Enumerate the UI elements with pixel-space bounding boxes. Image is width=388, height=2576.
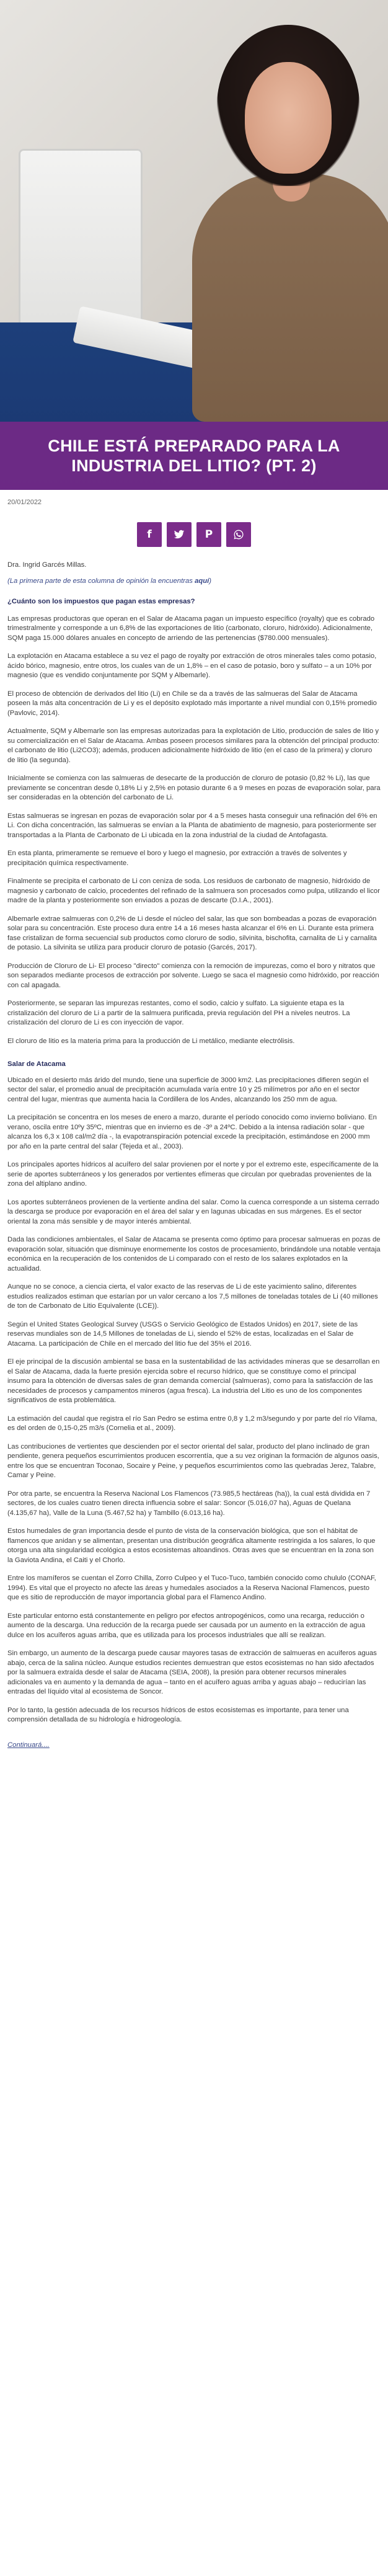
paragraph: Posteriormente, se separan las impurezas restantes, como el sodio, calcio y sulfato. La siguiente etapa es la cristalización del cloruro de Li a partir de la salmuera purificada, previa regulación del PH a niveles neutros. La cristalización del cloruro de Li es con inyección de vapor. [7,1000,350,1026]
paragraph: El cloruro de litio es la materia prima para la producción de Li metálico, mediante electrólisis. [7,1037,295,1045]
paragraph: Producción de Cloruro de Li- El proceso "directo" comienza con la remoción de impurezas, como el boro y nitratos que son separados mediante procesos de extracción por solvente. Luego se saca el magnesio como hidróxido, por reacción con cal apagada. [7,962,379,989]
share-facebook-button[interactable] [137,522,162,547]
paragraph: Los principales aportes hídricos al acuífero del salar provienen por el norte y por el extremo este, específicamente de la serie de aportes subterráneos y los generados por vertientes efímeras que circulan por quebradas provenientes de la zona del altiplano andino. [7,1161,379,1188]
pinterest-icon: P [205,528,213,541]
paragraph: En esta planta, primeramente se remueve el boro y luego el magnesio, por extracción a través de solventes y precipitación química respectivamente. [7,850,347,867]
article-title: CHILE ESTÁ PREPARADO PARA LA INDUSTRIA DEL LITIO? (PT. 2) [48,437,340,475]
paragraph: Por otra parte, se encuentra la Reserva Nacional Los Flamencos (73.985,5 hectáreas (ha)), la cual está dividida en 7 sectores, de los cuales cuatro tienen directa influencia sobre el salar: Soncor (5.016,07 ha), Aguas de Quelana (4.135,67 ha), Valle de la Luna (5.467,52 ha) y Tambillo (6.013,16 ha). [7,1490,371,1517]
hero-person-face [245,62,332,174]
title-band [0,422,388,490]
hero-portrait-person [174,25,388,409]
paragraph: Aunque no se conoce, a ciencia cierta, el valor exacto de las reservas de Li de este yacimiento salino, diferentes estudios realizados estiman que estarían por un valor cercano a los 7,5 millones de toneladas totales de Li (40 millones de ton de Carbonato de Litio Equivalente (LCE)). [7,1283,378,1310]
author-line: Dra. Ingrid Garcés Millas. [7,561,87,569]
paragraph: La explotación en Atacama establece a su vez el pago de royalty por extracción de otros minerales tales como potasio, ácido bórico, magnesio, entre otros, los cuales van de un 1,8% – en el caso de potasio, boro y sulfato – a un 10% por magnesio (que es vendido conjuntamente por SQM y Albemarle). [7,652,377,679]
paragraph: La precipitación se concentra en los meses de enero a marzo, durante el período conocido como invierno boliviano. En verano, oscila entre 10ºy 35ºC, mientras que en invierno es de -3º a 24ºC. Debido a la intensa radiación solar - que alcanza los 6,3 x 108 cal/m2 día -, la evapotranspiración potencial excede la precipitación, estimándose en 2000 mm por año en la parte central del salar (Tejeda et al., 2003). [7,1114,377,1150]
lead-note-link[interactable]: aquí [195,577,209,585]
paragraph: La estimación del caudal que registra el río San Pedro se estima entre 0,8 y 1,2 m3/segundo y por parte del río Vilama, es del orden de 0,15-0,25 m3/s (Cornelia et al., 2009). [7,1415,377,1432]
paragraph: El proceso de obtención de derivados del litio (Li) en Chile se da a través de las salmueras del Salar de Atacama poseen la más alta concentración de Li y es el depósito explotado más importante a nivel mundial con 0,15% promedio (Pavlovic, 2014). [7,690,377,717]
facebook-icon: f [147,528,152,541]
paragraph: Ubicado en el desierto más árido del mundo, tiene una superficie de 3000 km2. Las precipitaciones difieren según el sector del salar, el promedio anual de precipitación acumulada varía entre 10 y 25 milímetros por año en el sector central del lugar, mientras que aumenta hacia la Cordillera de los Andes, alcanzando los 250 mm de agua. [7,1076,369,1103]
paragraph: Por lo tanto, la gestión adecuada de los recursos hídricos de estos ecosistemas es importante, para tener una comprensión detallada de su hidrología e hidrogeología. [7,1706,349,1723]
paragraph: Las contribuciones de vertientes que descienden por el sector oriental del salar, producto del plano inclinado de gran pendiente, genera pequeños escurrimientos producen escorrentía, que a su vez originan la formación de algunos oasis, entre los que se encuentran Toconao, Socaire y Peine, y pequeños escurrimientos como las quebradas Jerez, Talabre, Camar y Peine. [7,1442,379,1479]
article-date: 20/01/2022 [7,499,42,506]
paragraph: El eje principal de la discusión ambiental se basa en la sustentabilidad de las actividades mineras que se desarrollan en el Salar de Atacama, dada la fuerte presión ejercida sobre el recurso hídrico, que se constituye como el principal insumo para la obtención de diversas sales de gran demanda comercial (salmueras), como para la satisfacción de las necesidades de procesos y campamentos mineros (agua fresca). La industria del Litio es uno de los componentes significativos de esta problemática. [7,1358,380,1404]
twitter-icon [174,529,185,540]
lead-note-text: (La primera parte de esta columna de opinión la encuentras [7,577,195,585]
paragraph-group-b [7,1076,381,1725]
share-buttons [7,522,381,547]
paragraph: Las empresas productoras que operan en el Salar de Atacama pagan un impuesto específico (royalty) que es cobrado trimestralmente y corresponde a un 6,8% de las exportaciones de litio (carbonato, cloruro, hidróxido). Adicionalmente, SQM paga 15.000 dólares anuales en concepto de arriendo de las pertenencias ($780.000 mensuales). [7,615,375,642]
article-content [0,499,388,1749]
continued-note: Continuará.... [7,1741,50,1749]
share-whatsapp-button[interactable] [226,522,251,547]
section-heading-impuestos: ¿Cuánto son los impuestos que pagan estas empresas? [7,598,195,605]
paragraph: Estas salmueras se ingresan en pozas de evaporación solar por 4 a 5 meses hasta conseguir una refinación del 6% en Li. Con dicha concentración, las salmueras se envían a la Planta de abatimiento de magnesio, para posteriormente ser transportadas a la Planta de Carbonato de Li ubicada en la zona industrial de la ciudad de Antofagasta. [7,812,377,839]
paragraph-group-a [7,615,381,1047]
paragraph: Los aportes subterráneos provienen de la vertiente andina del salar. Como la cuenca corresponde a un sistema cerrado la descarga se produce por evaporación en el área del salar y en lagunas ubicadas en sus márgenes. Es el sector oriental la zona más sensible y de mayor interés ambiental. [7,1198,379,1225]
paragraph: Actualmente, SQM y Albemarle son las empresas autorizadas para la explotación de Litio, producción de sales de litio y su comercialización en el Salar de Atacama. Ambas poseen procesos similares para la obtención del principal producto: el carbonato de litio (Li2CO3); además, producen adicionalmente hidróxido de litio (en el caso de la primera) y cloruro de litio (la segunda). [7,727,379,764]
share-pinterest-button[interactable] [196,522,221,547]
lead-note-close: ) [209,577,212,585]
paragraph: Inicialmente se comienza con las salmueras de desecarte de la producción de cloruro de potasio (0,82 % Li), las que previamente se concentran desde 0,18% Li y 2,5% en potasio durante 6 a 9 meses en pozas de evaporación solar, para ser consideradas en la obtención del carbonato de Li. [7,775,381,801]
hero-computer-monitor [19,149,143,329]
paragraph: Según el United States Geological Survey (USGS o Servicio Geológico de Estados Unidos) en 2017, siete de las reservas mundiales son de 14,5 Millones de toneladas de Li, siendo el 52% de estas, localizadas en el Salar de Atacama. La participación de Chile en el mercado del litio fue del 35% el 2016. [7,1320,358,1348]
lead-note [7,577,381,587]
hero-image [0,0,388,490]
paragraph: Albemarle extrae salmueras con 0,2% de Li desde el núcleo del salar, las que son bombeadas a pozas de evaporación solar para su concentración. Este proceso dura entre 14 a 16 meses hasta alcanzar el 6% en Li. Durante esta primera fase cristalizan de forma secuencial sub productos como cloruro de sodio, silvinita, bischofita, carnalita de Li y carnalita de potasio. La silvinita se utiliza para producir cloruro de potasio (Garcés, 2017). [7,915,377,951]
paragraph: Dada las condiciones ambientales, el Salar de Atacama se presenta como óptimo para procesar salmueras en pozas de evaporación solar, situación que disminuye enormemente los costos de procesamiento, brindándole una notable ventaja económica en la recuperación de los contenidos de Li comparado con el resto de los salares explotados en la actualidad. [7,1236,381,1272]
hero-person-sweater [192,174,388,422]
section-heading-salar: Salar de Atacama [7,1060,66,1068]
paragraph: Entre los mamíferos se cuentan el Zorro Chilla, Zorro Culpeo y el Tuco-Tuco, también conocido como chululo (CONAF, 1994). Es vital que el proyecto no afecte las áreas y humedales asociados a la Reserva Nacional Flamencos, puesto que es sitio de reproducción de mayor importancia global para el Flamenco Andino. [7,1574,376,1601]
whatsapp-icon [233,529,244,540]
paragraph: Sin embargo, un aumento de la descarga puede causar mayores tasas de extracción de salmueras en acuíferos aguas abajo, cerca de la salina núcleo. Aunque estudios recientes demuestran que estos ecosistemas no han sido afectados por la salmuera extraída desde el salar de Atacama (SEIA, 2008), la presión para obtener recursos minerales adicionales va en aumento y la demanda de agua – tanto en el acuífero aguas arriba y aguas abajo – reducirían las entradas del líquido vital al ecosistema de Soncor. [7,1650,377,1695]
share-twitter-button[interactable] [167,522,192,547]
paragraph: Este particular entorno está constantemente en peligro por efectos antropogénicos, como una recarga, reducción o aumento de la descarga. Una reducción de la recarga puede ser causada por un aumento en la extracción de agua dulce en los acuíferos aguas arriba, que es utilizada para los procesos industriales que allí se realizan. [7,1612,366,1639]
paragraph: Estos humedales de gran importancia desde el punto de vista de la conservación biológica, que son el hábitat de flamencos que anidan y se alimentan, presentan una distribución geográfica altamente restringida a los salares, lo que otorga una alta singularidad ecológica a estos ecosistemas altoandinos. Otras aves que se encuentran en la zona son la Gaviota Andina, el Caiti y el Chorlo. [7,1527,376,1564]
paragraph: Finalmente se precipita el carbonato de Li con ceniza de soda. Los residuos de carbonato de magnesio, hidróxido de magnesio y carbonato de calcio, procedentes del refinado de la salmuera son procesados como pulpa, utilizando el licor madre de la planta y posteriormente son enviados a pozas de descarte (D.I.A., 2001). [7,877,380,904]
